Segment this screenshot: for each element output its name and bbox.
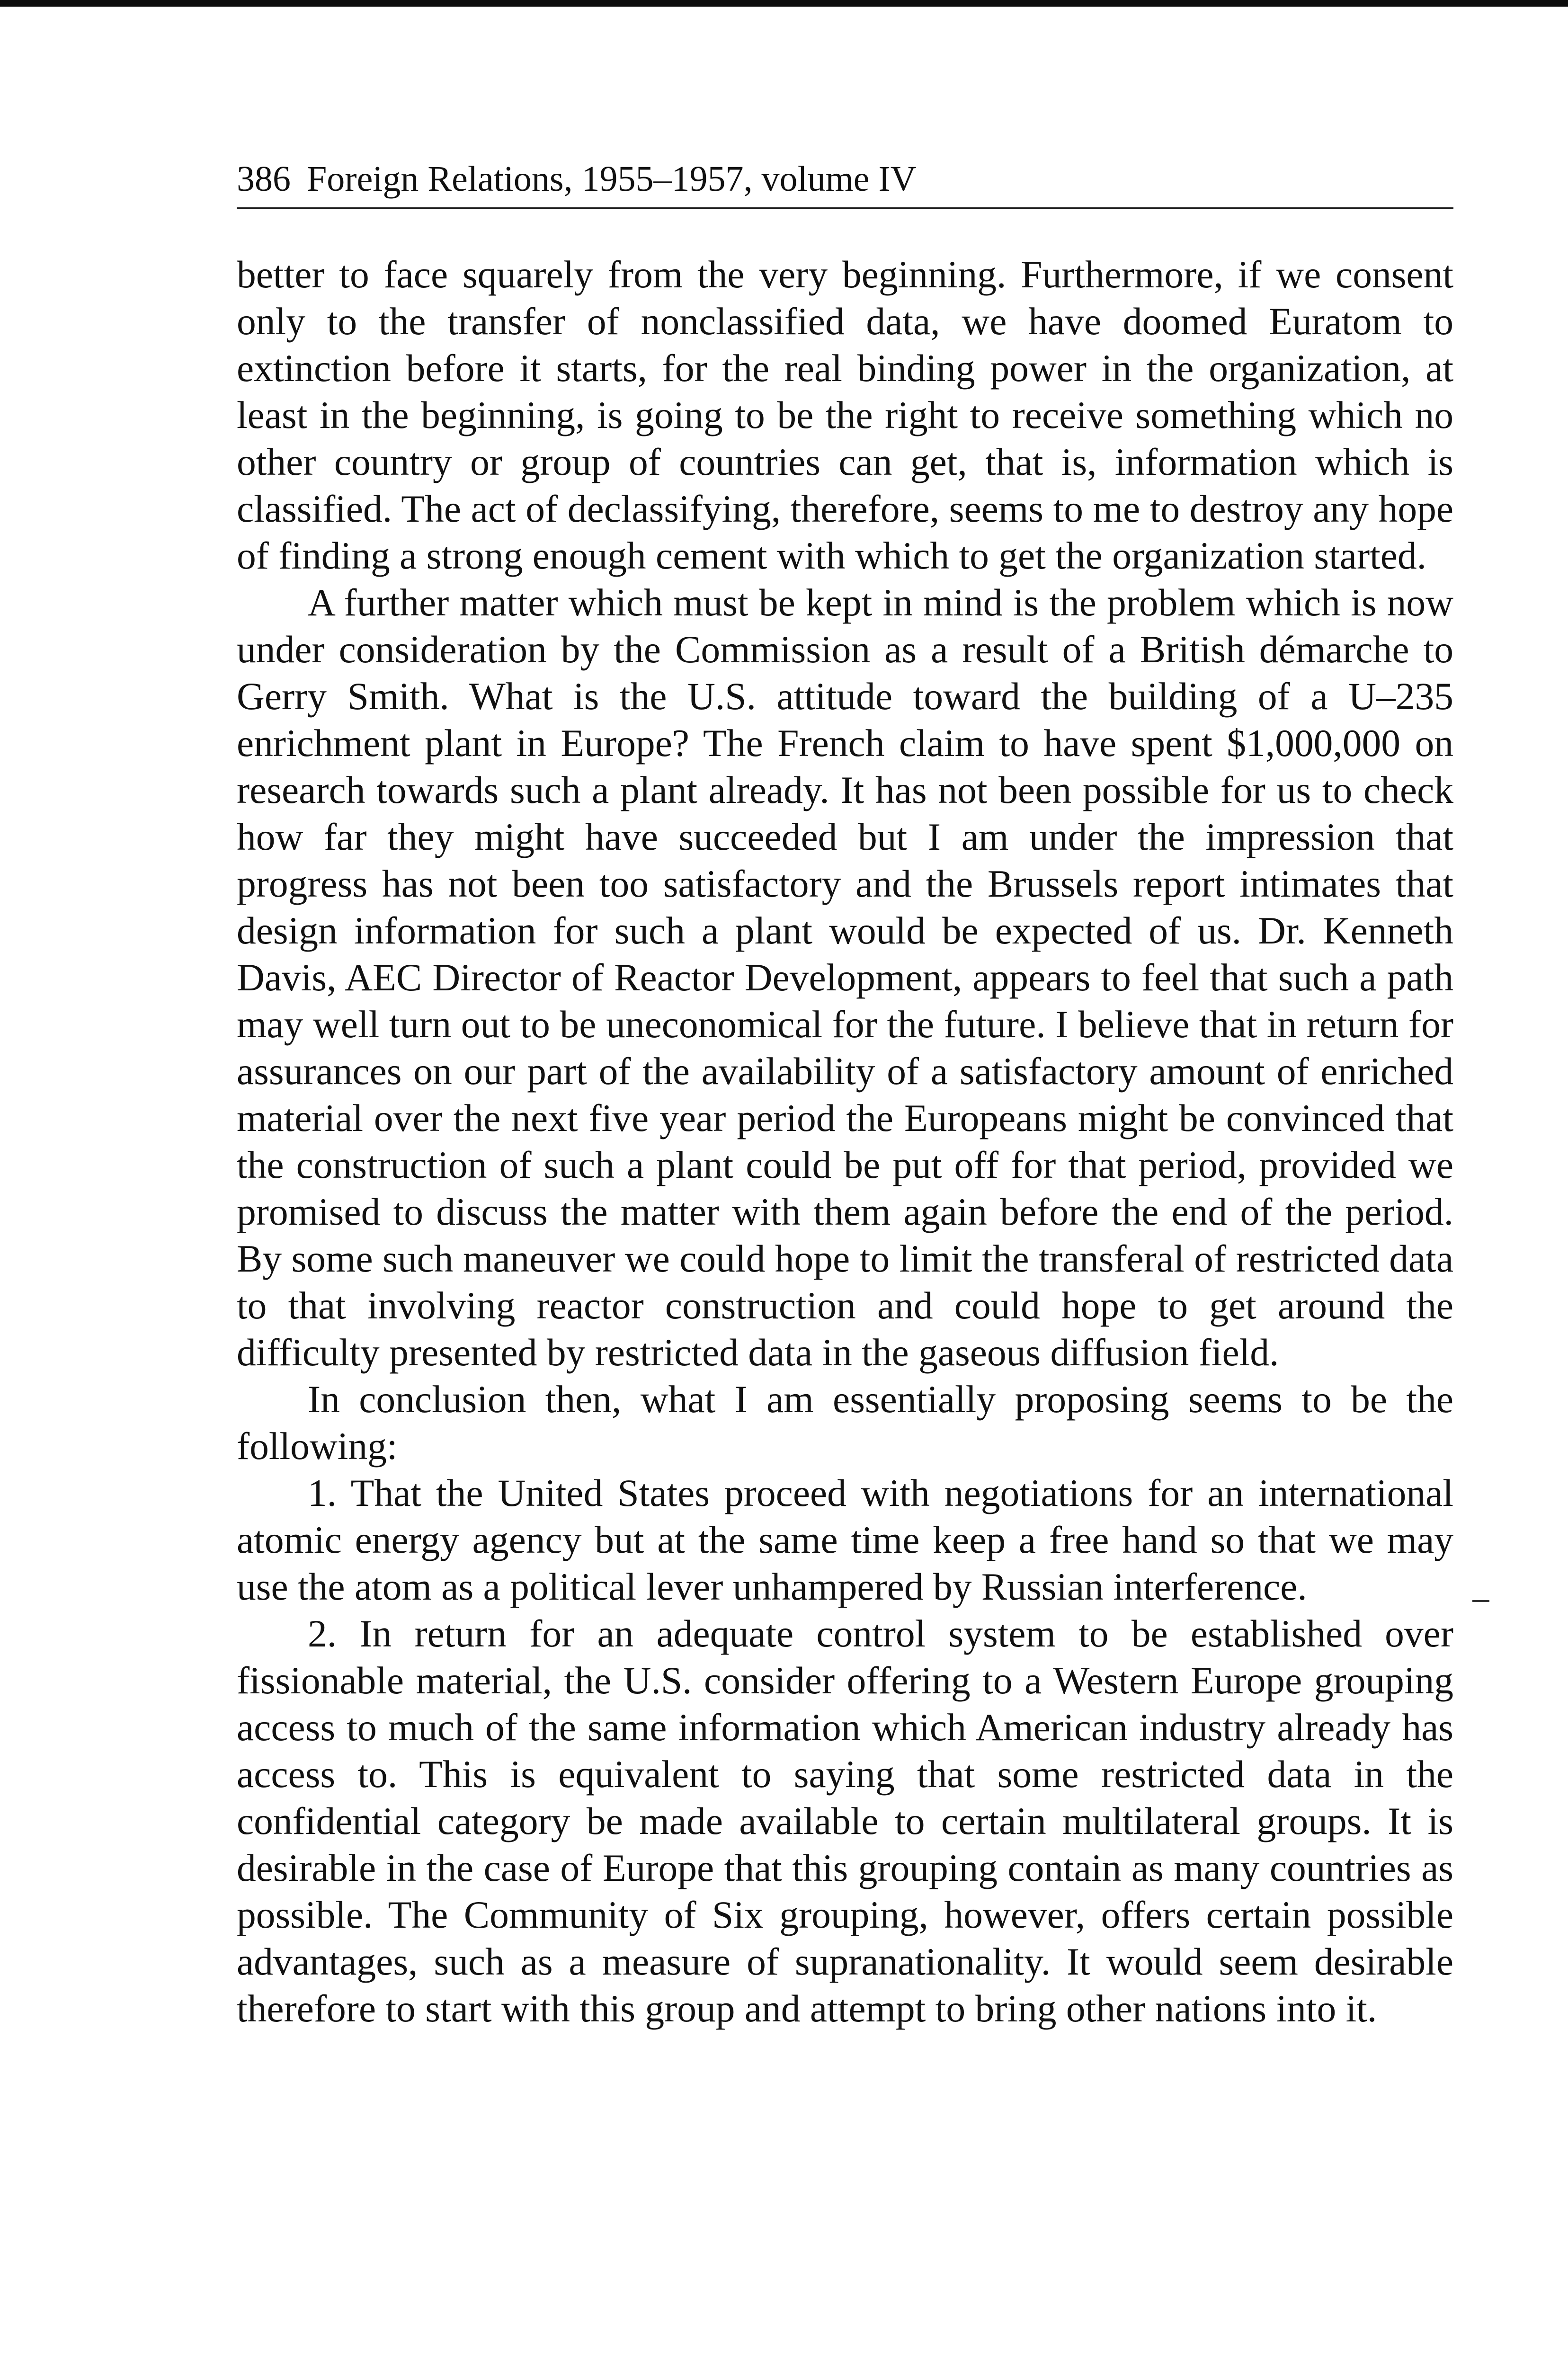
paragraph-conclusion: In conclusion then, what I am essentially proposing seems to be the following: [237,1378,1453,1468]
running-header [237,151,1453,209]
volume-title: Foreign Relations, 1955–1957, volume IV [307,159,917,199]
paragraph-enrichment-plant: A further matter which must be kept in mind is the problem which is now under consideration by the Commission as a result of a British démarche to Gerry Smith. What is the U.S. attitude toward the building of a U–235 enrichment plant in Europe? The French claim to have spent $1,000,000 on research towards such a plant already. It has not been possible for us to check how far they might have succeeded but I am under the impression that progress has not been too satisfactory and the Brussels report intimates that design information for such a plant would be expected of us. Dr. Kenneth Davis, AEC Director of Reactor Development, appears to feel that such a path may well turn out to be uneconomical for the future. I believe that in return for assurances on our part of the availability of a satisfactory amount of enriched material over the next five year period the Europeans might be convinced that the construction of such a plant could be put off for that period, provided we promised to discuss the matter with them again before the end of the period. By some such maneuver we could hope to limit the transferal of restricted data to that involving reactor construction and could hope to get around the difficulty presented by restricted data in the gaseous diffusion field. [237,581,1453,1374]
body-text [237,251,1453,2032]
paragraph-proposal-2: 2. In return for an adequate control system to be established over fissionable material, the U.S. consider offering to a Western Europe grouping access to much of the same information which American industry already has access to. This is equivalent to saying that some restricted data in the confidential category be made available to certain multilateral groups. It is desirable in the case of Europe that this grouping contain as many countries as possible. The Community of Six grouping, however, offers certain possible advantages, such as a measure of supranationality. It would seem desirable therefore to start with this group and attempt to bring other nations into it. [237,1612,1453,2030]
margin-mark [1472,1600,1489,1602]
paragraph-proposal-1: 1. That the United States proceed with negotiations for an international atomic energy agency but at the same time keep a free hand so that we may use the atom as a political lever unhampered by Russian interference. [237,1471,1453,1608]
paragraph-continued: better to face squarely from the very beginning. Furthermore, if we consent only to the transfer of nonclassified data, we have doomed Euratom to extinction before it starts, for the real binding power in the organization, at least in the beginning, is going to be the right to receive something which no other country or group of countries can get, that is, information which is classified. The act of declassifying, therefore, seems to me to destroy any hope of finding a strong enough cement with which to get the organization started. [237,253,1453,577]
page-number: 386 [237,159,291,199]
